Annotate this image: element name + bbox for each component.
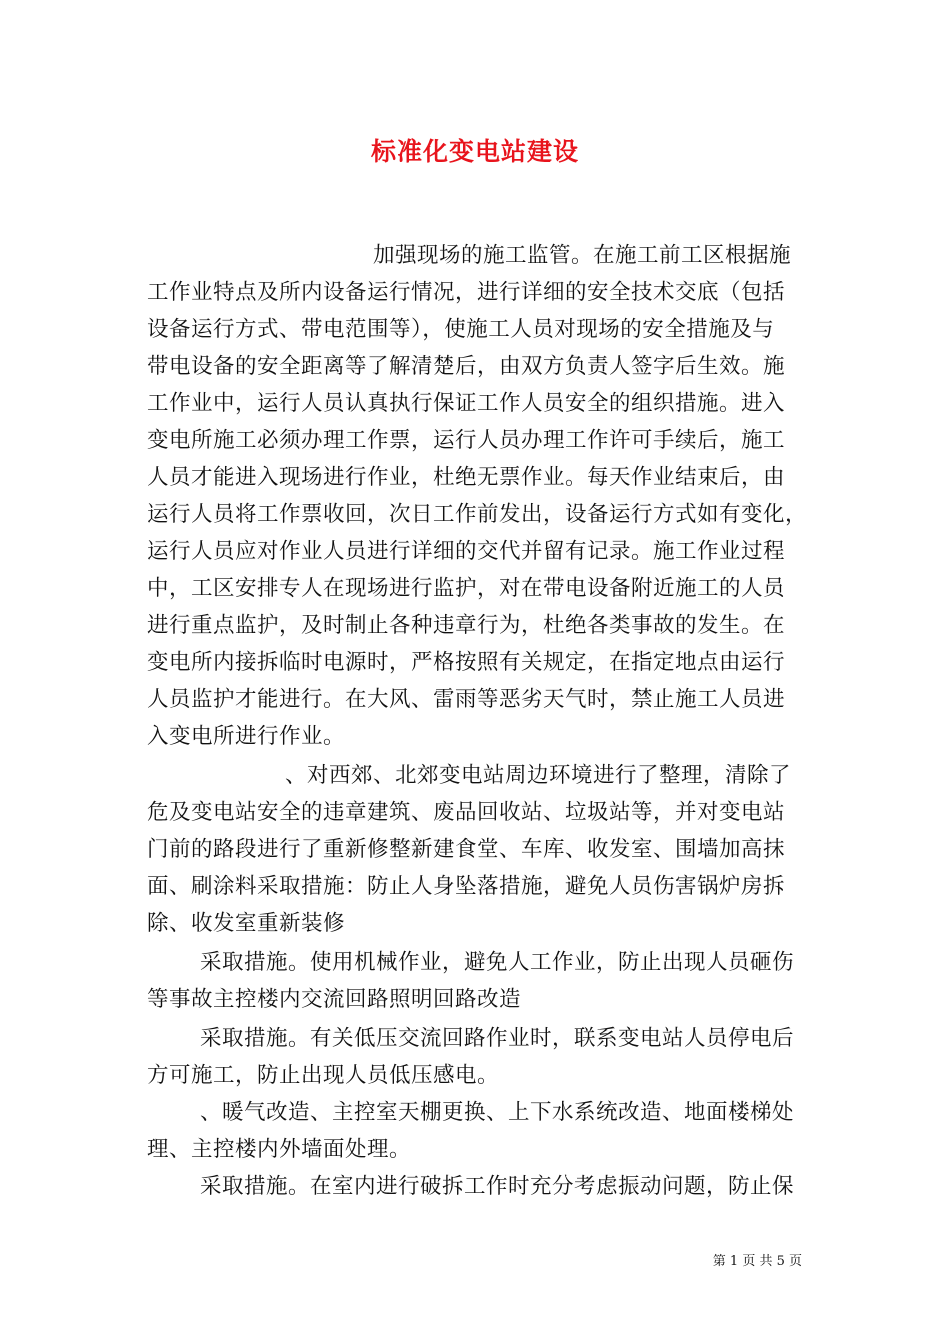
text-line: 等事故主控楼内交流回路照明回路改造 [147,987,522,1012]
text-line: 人员才能进入现场进行作业，杜绝无票作业。每天作业结束后，由 [147,465,786,490]
text-line: 变电所施工必须办理工作票，运行人员办理工作许可手续后，施工 [147,428,786,453]
text-line: 工作业特点及所内设备运行情况，进行详细的安全技术交底（包括 [147,280,786,305]
text-line: 理、主控楼内外墙面处理。 [147,1137,412,1162]
text-line: 采取措施。有关低压交流回路作业时，联系变电站人员停电后 [200,1026,795,1051]
text-line: 、对西郊、北郊变电站周边环境进行了整理，清除了 [285,763,792,788]
text-line: 方可施工，防止出现人员低压感电。 [147,1063,500,1088]
text-line: 面、刷涂料采取措施：防止人身坠落措施，避免人员伤害锅炉房拆 [147,874,786,899]
text-line: 中，工区安排专人在现场进行监护，对在带电设备附近施工的人员 [147,576,786,601]
text-line: 运行人员应对作业人员进行详细的交代并留有记录。施工作业过程 [147,539,786,564]
text-line: 设备运行方式、带电范围等），使施工人员对现场的安全措施及与 [147,317,775,342]
text-line: 人员监护才能进行。在大风、雷雨等恶劣天气时，禁止施工人员进 [147,687,786,712]
text-line: 危及变电站安全的违章建筑、废品回收站、垃圾站等，并对变电站 [147,800,786,825]
page-number-footer: 第 1 页 共 5 页 [712,1254,802,1269]
text-line: 变电所内接拆临时电源时，严格按照有关规定，在指定地点由运行 [147,650,786,675]
text-line: 工作业中，运行人员认真执行保证工作人员安全的组织措施。进入 [147,391,786,416]
text-line: 带电设备的安全距离等了解清楚后，由双方负责人签字后生效。施 [147,354,786,379]
text-line: 采取措施。使用机械作业，避免人工作业，防止出现人员砸伤 [200,950,795,975]
text-line: 除、收发室重新装修 [147,911,346,936]
text-line: 加强现场的施工监管。在施工前工区根据施 [373,243,792,268]
text-line: 入变电所进行作业。 [147,724,346,749]
text-line: 进行重点监护，及时制止各种违章行为，杜绝各类事故的发生。在 [147,613,786,638]
text-line: 、暖气改造、主控室天棚更换、上下水系统改造、地面楼梯处 [200,1100,795,1125]
text-line: 采取措施。在室内进行破拆工作时充分考虑振动问题，防止保 [200,1174,795,1199]
text-line: 门前的路段进行了重新修整新建食堂、车库、收发室、围墙加高抹 [147,837,786,862]
text-line: 运行人员将工作票收回，次日工作前发出，设备运行方式如有变化， [147,502,808,527]
page-title: 标准化变电站建设 [370,137,579,166]
